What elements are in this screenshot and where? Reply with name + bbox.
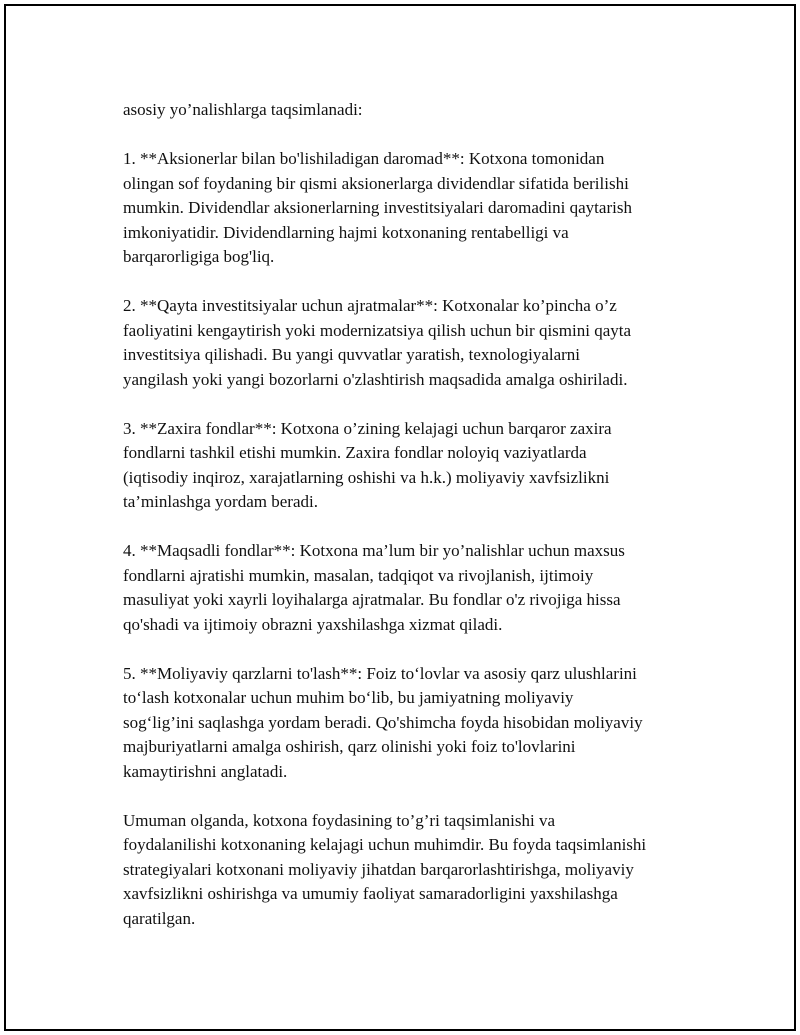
list-item-debt-repayment: 5. **Moliyaviy qarzlarni to'lash**: Foiz to‘lovlar va asosiy qarz ulushlarini to‘lash kotxonalar uchun muhim bo‘lib, bu jamiyatning moliyaviy sog‘lig’ini saqlashga yordam beradi. Qo'shimcha foyda hisobidan moliyaviy majburiyatlarni amalga oshirish, qarz olinishi yoki foiz to'lovlarini kamaytirishni anglatadi. (123, 663, 643, 781)
list-item-dividends: 1. **Aksionerlar bilan bo'lishiladigan daromad**: Kotxona tomonidan olingan sof foydaning bir qismi aksionerlarga dividendlar sifatida berilishi mumkin. Dividendlar aksionerlarning investitsiyalari daromadini qaytarish imkoniyatidir. Dividendlarning hajmi kotxonaning rentabelligi va barqarorligiga bog'liq. (123, 149, 632, 266)
conclusion-paragraph: Umuman olganda, kotxona foydasining to’g’ri taqsimlanishi va foydalanilishi kotxonaning kelajagi uchun muhimdir. Bu foyda taqsimlanishi strategiyalari kotxonani moliyaviy jihatdan barqarorlashtirishga, moliyaviy xavfsizlikni oshirishga va umumiy faoliyat samaradorligini yaxshilashga qaratilgan. (123, 810, 647, 928)
list-item-reserve-funds: 3. **Zaxira fondlar**: Kotxona o’zining kelajagi uchun barqaror zaxira fondlarni tashkil etishi mumkin. Zaxira fondlar noloyiq vaziyatlarda (iqtisodiy inqiroz, xarajatlarning oshishi va h.k.) moliyaviy xavfsizlikni ta’minlashga yordam beradi. (123, 418, 612, 511)
page-frame (4, 4, 796, 1031)
intro-line: asosiy yo’nalishlarga taqsimlanadi: (123, 100, 363, 119)
document-body (123, 98, 698, 931)
list-item-target-funds: 4. **Maqsadli fondlar**: Kotxona ma’lum bir yo’nalishlar uchun maxsus fondlarni ajratishi mumkin, masalan, tadqiqot va rivojlanish, ijtimoiy masuliyat yoki xayrli loyihalarga ajratmalar. Bu fondlar o'z rivojiga hissa qo'shadi va ijtimoiy obrazni yaxshilashga xizmat qiladi. (123, 541, 625, 634)
list-item-reinvestment: 2. **Qayta investitsiyalar uchun ajratmalar**: Kotxonalar ko’pincha o’z faoliyatini kengaytirish yoki modernizatsiya qilish uchun bir qismini qayta investitsiya qilishadi. Bu yangi quvvatlar yaratish, texnologiyalarni yangilash yoki yangi bozorlarni o'zlashtirish maqsadida amalga oshiriladi. (123, 296, 632, 389)
